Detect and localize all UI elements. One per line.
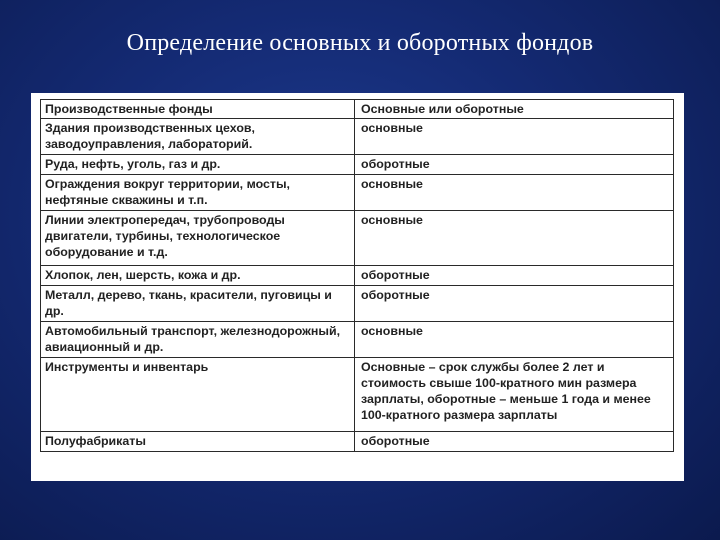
table-cell-type: основные [355,175,674,211]
table-cell-fund: Инструменты и инвентарь [41,358,355,432]
table-cell-fund: Ограждения вокруг территории, мосты, нефтяные скважины и т.п. [41,175,355,211]
table-cell-type: основные [355,119,674,155]
slide-title: Определение основных и оборотных фондов [126,30,594,56]
table-cell-fund: Хлопок, лен, шерсть, кожа и др. [41,266,355,286]
table-cell-type: оборотные [355,286,674,322]
header-cell-funds: Производственные фонды [41,100,355,119]
table-cell-type: основные [355,211,674,266]
funds-table [40,99,674,452]
table-cell-fund: Полуфабрикаты [41,432,355,452]
table-row [41,175,674,211]
table-row [41,155,674,175]
header-cell-type: Основные или оборотные [355,100,674,119]
table-cell-type: Основные – срок службы более 2 лет и стоимость свыше 100-кратного мин размера зарплаты, оборотные – меньше 1 года и менее 100-кратного размера зарплаты [355,358,674,432]
table-cell-fund: Автомобильный транспорт, железнодорожный, авиационный и др. [41,322,355,358]
table-cell-fund: Здания производственных цехов, заводоуправления, лабораторий. [41,119,355,155]
table-cell-fund: Металл, дерево, ткань, красители, пуговицы и др. [41,286,355,322]
table-row [41,432,674,452]
table-row [41,211,674,266]
table-cell-type: оборотные [355,266,674,286]
table-cell-type: основные [355,322,674,358]
table-row [41,322,674,358]
table-cell-fund: Линии электропередач, трубопроводы двигатели, турбины, технологическое оборудование и т.д. [41,211,355,266]
table-row [41,119,674,155]
table-cell-type: оборотные [355,432,674,452]
table-cell-fund: Руда, нефть, уголь, газ и др. [41,155,355,175]
table-row [41,286,674,322]
table-sheet [31,93,684,481]
table-row [41,358,674,432]
table-header-row [41,100,674,119]
table-cell-type: оборотные [355,155,674,175]
table-row [41,266,674,286]
